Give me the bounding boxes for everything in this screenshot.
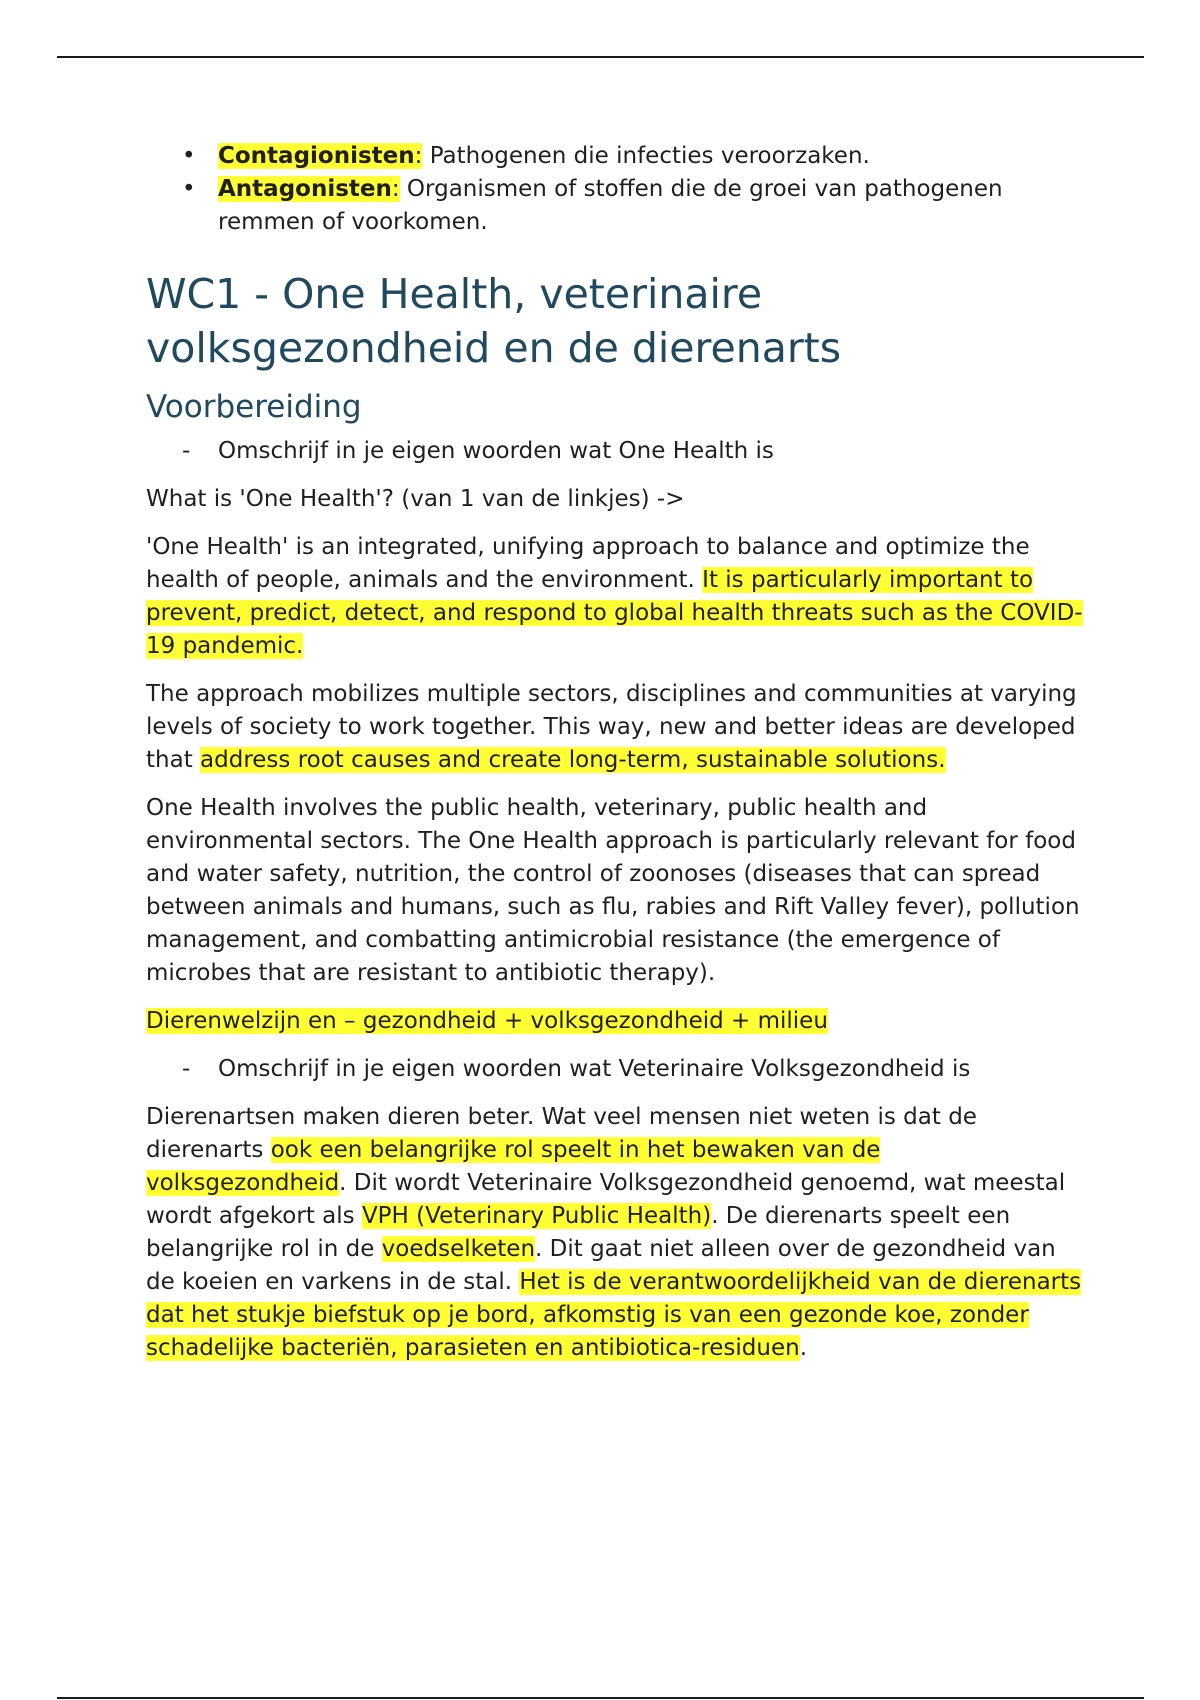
question-one-health: - Omschrijf in je eigen woorden wat One Health is [146, 435, 1086, 468]
term-antagonisten: Antagonisten [218, 176, 392, 202]
highlight: voedselketen [381, 1236, 536, 1262]
what-is-line: What is 'One Health'? (van 1 van de linkjes) -> [146, 486, 685, 512]
subsection-title: Voorbereiding [146, 389, 362, 425]
highlight: VPH (Veterinary Public Health) [361, 1203, 712, 1229]
document-page [146, 140, 1086, 1380]
definition-text: Pathogenen die infecties veroorzaken. [422, 143, 870, 169]
section-title: WC1 - One Health, veterinaire volksgezondheid en de dierenarts [146, 270, 842, 372]
term-contagionisten: Contagionisten [218, 143, 415, 169]
highlight: Dierenwelzijn en – gezondheid + volksgezondheid + milieu [146, 1008, 828, 1034]
list-item: • Antagonisten: Organismen of stoffen die de groei van pathogenen remmen of voorkomen. [146, 173, 1086, 239]
summary-line [146, 1005, 1086, 1038]
paragraph-vph: Dierenartsen maken dieren beter. Wat veel mensen niet weten is dat de dierenarts ook een belangrijke rol speelt in het bewaken van de volksgezondheid. Dit wordt Veterinaire Volksgezondheid genoemd, wat meestal wordt afgekort als VPH (Veterinary Public Health). De dierenarts speelt een belangrijke rol in de voedselketen. Dit gaat niet alleen over de gezondheid van de koeien en varkens in de stal. Het is de verantwoordelijkheid van de dierenarts dat het stukje biefstuk op je bord, afkomstig is van een gezonde koe, zonder schadelijke bacteriën, parasieten en antibiotica-residuen. [146, 1104, 1082, 1361]
highlight: Het is de verantwoordelijkheid van de dierenarts dat het stukje biefstuk op je bord, afkomstig is van een gezonde koe, zonder schadelijke bacteriën, parasieten en antibiotica-residuen [146, 1269, 1082, 1361]
definition-text: Organismen of stoffen die de groei van pathogenen remmen of voorkomen. [218, 176, 1003, 235]
bullet-icon: • [182, 176, 196, 202]
question-vph: - Omschrijf in je eigen woorden wat Veterinaire Volksgezondheid is [146, 1053, 1086, 1086]
highlight: It is particularly important to prevent, predict, detect, and respond to global health threats such as the COVID-19 pandemic. [146, 567, 1083, 659]
definition-list [146, 140, 1086, 239]
dash-icon: - [182, 438, 191, 464]
highlight: address root causes and create long-term, sustainable solutions. [200, 747, 946, 773]
paragraph-definition: 'One Health' is an integrated, unifying approach to balance and optimize the health of people, animals and the environment. It is particularly important to prevent, predict, detect, and respond to global health threats such as the COVID-19 pandemic. [146, 534, 1083, 659]
highlight: ook een belangrijke rol speelt in het bewaken van de volksgezondheid [146, 1137, 881, 1196]
paragraph-sectors: One Health involves the public health, veterinary, public health and environmental sectors. The One Health approach is particularly relevant for food and water safety, nutrition, the control of zoonoses (diseases that can spread between animals and humans, such as flu, rabies and Rift Valley fever), pollution management, and combatting antimicrobial resistance (the emergence of microbes that are resistant to antibiotic therapy). [146, 795, 1080, 986]
bullet-icon: • [182, 143, 196, 169]
list-item: • Contagionisten: Pathogenen die infecties veroorzaken. [146, 140, 1086, 173]
paragraph-approach: The approach mobilizes multiple sectors, disciplines and communities at varying levels of society to work together. This way, new and better ideas are developed that address root causes and create long-term, sustainable solutions. [146, 681, 1077, 773]
header-rule [57, 56, 1144, 58]
dash-icon: - [182, 1056, 191, 1082]
footer-rule [57, 1697, 1144, 1699]
